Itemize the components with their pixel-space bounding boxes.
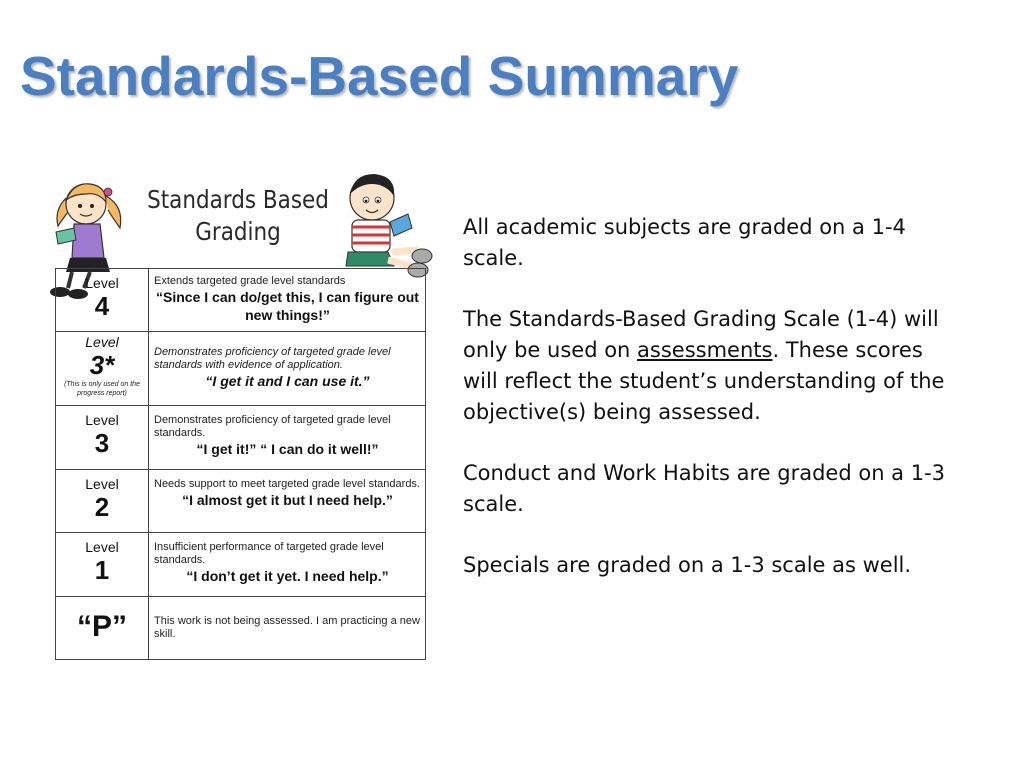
level-cell: [56, 597, 149, 660]
level-description: Insufficient performance of targeted grade level standards.: [154, 541, 384, 566]
description-cell: [149, 269, 426, 332]
assessments-underlined-text: assessments: [637, 338, 773, 362]
description-cell: [149, 533, 426, 597]
table-row: [56, 332, 426, 406]
level-quote: “Since I can do/get this, I can figure out new things!”: [156, 289, 419, 323]
description-cell: [149, 470, 426, 533]
paragraph-scale-end: . These scores will reflect the student’s understanding of the objective(s) being assessed.: [463, 338, 945, 424]
level-cell: [56, 269, 149, 332]
table-row: [56, 269, 426, 332]
table-row: [56, 406, 426, 470]
level-value: “P”: [76, 610, 127, 643]
table-row: [56, 533, 426, 597]
paragraph-conduct: Conduct and Work Habits are graded on a 1-3 scale.: [463, 461, 946, 516]
level-cell: [56, 406, 149, 470]
body-text: [463, 212, 953, 611]
description-cell: [149, 332, 426, 406]
level-label: Level: [85, 275, 119, 291]
level-description: Demonstrates proficiency of targeted grade level standards with evidence of application.: [154, 346, 391, 371]
level-label: Level: [85, 476, 119, 492]
level-value: 3*: [89, 350, 115, 380]
level-value: 1: [94, 555, 110, 585]
graphic-heading-line1: Standards Based: [147, 185, 329, 214]
table-row: [56, 597, 426, 660]
level-cell: [56, 332, 149, 406]
paragraph-scale-start: The Standards-Based Grading Scale (1-4) will only be used on: [463, 307, 939, 362]
level-label: Level: [85, 539, 119, 555]
graphic-heading: [143, 184, 332, 248]
level-value: 2: [94, 492, 110, 522]
level-note: (This is only used on the progress report): [64, 381, 140, 397]
level-description: Needs support to meet targeted grade level standards.: [154, 478, 420, 490]
description-cell: [149, 406, 426, 470]
level-description: Demonstrates proficiency of targeted grade level standards.: [154, 414, 391, 439]
description-cell: [149, 597, 426, 660]
level-cell: [56, 533, 149, 597]
graphic-heading-line2: Grading: [195, 217, 281, 246]
grading-scale-table: [55, 268, 426, 660]
level-label: Level: [85, 412, 119, 428]
level-label: Level: [85, 334, 119, 350]
level-quote: “I don’t get it yet. I need help.”: [186, 568, 389, 584]
slide-title: Standards-Based Summary: [20, 45, 739, 107]
level-quote: “I get it!” “ I can do it well!”: [196, 441, 379, 457]
paragraph-academic: All academic subjects are graded on a 1-4 scale.: [463, 215, 906, 270]
paragraph-specials: Specials are graded on a 1-3 scale as well.: [463, 553, 912, 577]
level-quote: “I get it and I can use it.”: [205, 373, 370, 389]
paragraph-scale: [463, 304, 953, 428]
level-quote: “I almost get it but I need help.”: [182, 492, 393, 508]
level-description: Extends targeted grade level standards: [154, 275, 346, 287]
level-description: This work is not being assessed. I am practicing a new skill.: [154, 615, 420, 640]
level-value: 4: [94, 291, 110, 321]
table-row: [56, 470, 426, 533]
level-value: 3: [94, 428, 110, 458]
level-cell: [56, 470, 149, 533]
